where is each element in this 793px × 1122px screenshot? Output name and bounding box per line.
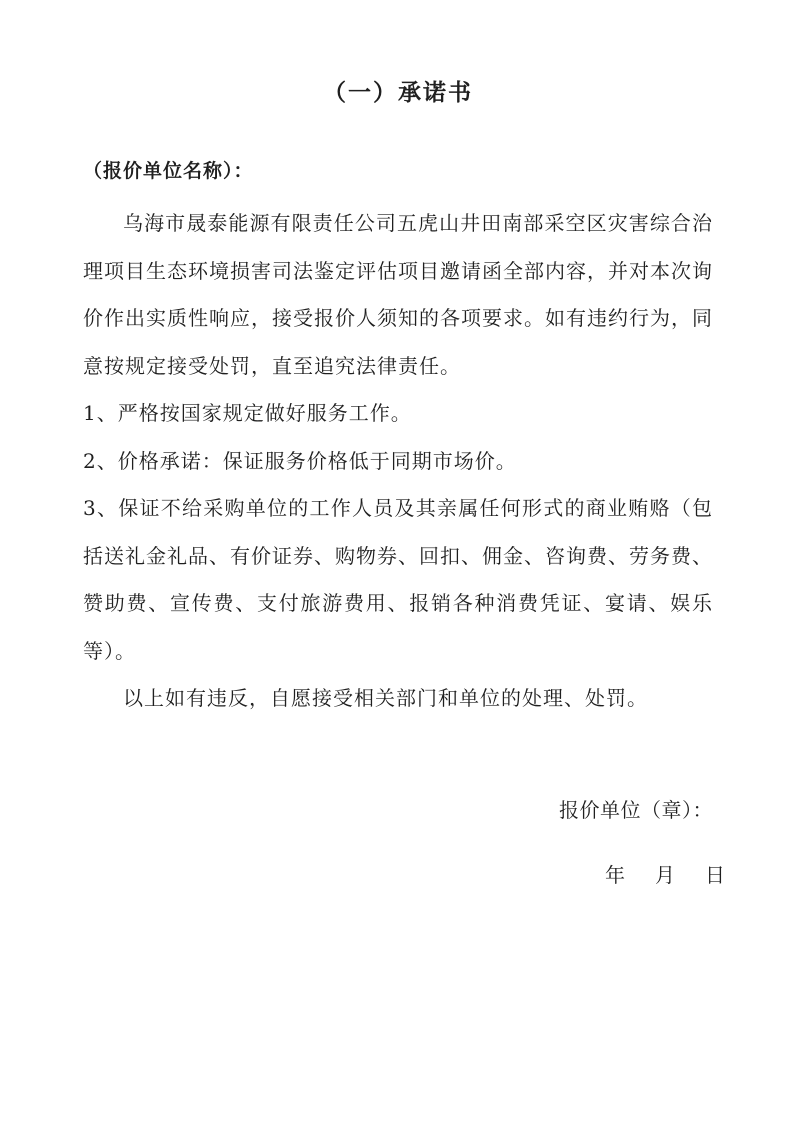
document-body [83,200,713,723]
signature-unit-seal-label: 报价单位（章）： [559,797,713,822]
term-item-1: 1、严格按国家规定做好服务工作。 [83,401,412,425]
closing-paragraph: 以上如有违反，自愿接受相关部门和单位的处理、处罚。 [123,686,648,710]
commitment-intro-paragraph: 乌海市晟泰能源有限责任公司五虎山井田南部采空区灾害综合治理项目生态环境损害司法鉴定评估项目邀请函全部内容，并对本次询价作出实质性响应，接受报价人须知的各项要求。如有违约行为，同意按规定接受处罚，直至追究法律责任。 [83,211,713,378]
term-item-3: 3、保证不给采购单位的工作人员及其亲属任何形式的商业贿赂（包括送礼金礼品、有价证券、购物券、回扣、佣金、咨询费、劳务费、赞助费、宣传费、支付旅游费用、报销各种消费凭证、宴请、娱乐等）。 [83,496,713,663]
recipient-name-label: （报价单位名称）： [83,160,254,182]
document-title: （一）承诺书 [323,79,473,106]
term-item-2: 2、价格承诺：保证服务价格低于同期市场价。 [83,448,517,473]
signature-date-label: 年 月 日 [605,863,730,887]
